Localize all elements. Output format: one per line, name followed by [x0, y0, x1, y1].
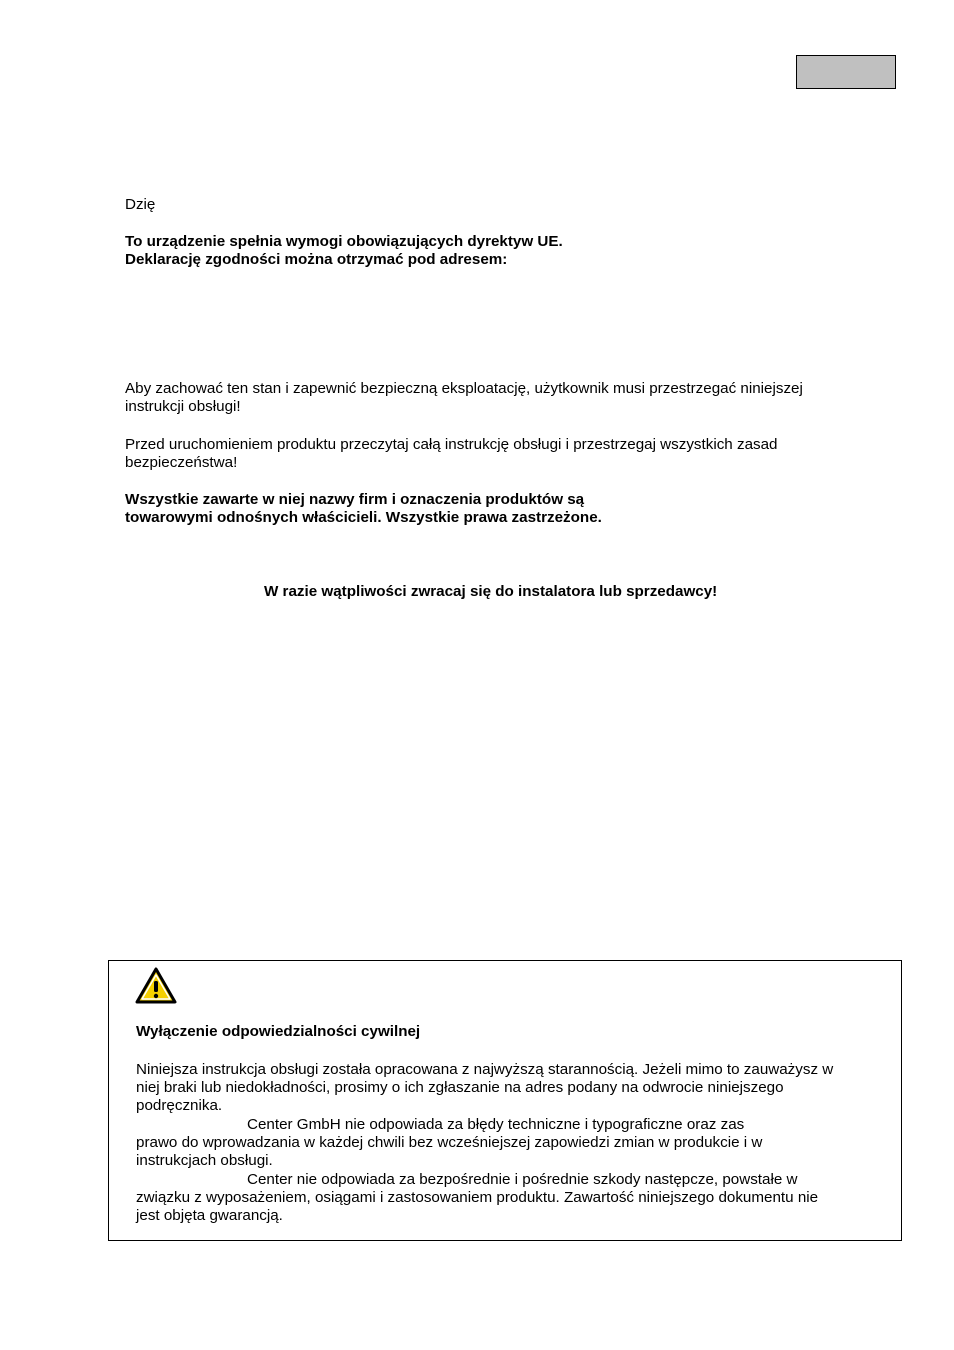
safety-paragraph-1-line-2: instrukcji obsługi! — [125, 398, 241, 415]
disclaimer-line: jest objęta gwarancją. — [136, 1207, 283, 1224]
disclaimer-line: związku z wyposażeniem, osiągami i zastosowaniem produktu. Zawartość niniejszego dokumentu nie — [136, 1189, 819, 1206]
trademarks-line-2: towarowymi odnośnych właścicieli. Wszystkie prawa zastrzeżone. — [125, 509, 602, 526]
disclaimer-line: Center GmbH nie odpowiada za błędy techniczne i typograficzne oraz zas — [247, 1116, 745, 1133]
safety-paragraph-1-line-1: Aby zachować ten stan i zapewnić bezpieczną eksploatację, użytkownik musi przestrzegać niniejszej — [125, 380, 803, 397]
safety-paragraph-2-line-2: bezpieczeństwa! — [125, 454, 238, 471]
warning-icon — [134, 966, 178, 1006]
trademarks-line-1: Wszystkie zawarte w niej nazwy firm i oznaczenia produktów są — [125, 491, 585, 508]
intro-greeting: Dzię — [125, 196, 156, 213]
disclaimer-line: podręcznika. — [136, 1097, 223, 1114]
disclaimer-line: prawo do wprowadzania w każdej chwili bez wcześniejszej zapowiedzi zmian w produkcie i w — [136, 1134, 763, 1151]
contact-note: W razie wątpliwości zwracaj się do instalatora lub sprzedawcy! — [264, 583, 718, 600]
language-tab-box — [796, 55, 896, 89]
disclaimer-line: instrukcjach obsługi. — [136, 1152, 273, 1169]
disclaimer-line: Niniejsza instrukcja obsługi została opracowana z najwyższą starannością. Jeżeli mimo to zauważysz w — [136, 1061, 834, 1078]
conformity-line-1: To urządzenie spełnia wymogi obowiązujących dyrektyw UE. — [125, 233, 563, 250]
disclaimer-line: Center nie odpowiada za bezpośrednie i pośrednie szkody następcze, powstałe w — [247, 1171, 798, 1188]
conformity-line-2: Deklarację zgodności można otrzymać pod adresem: — [125, 251, 508, 268]
safety-paragraph-2-line-1: Przed uruchomieniem produktu przeczytaj całą instrukcję obsługi i przestrzegaj wszystkich zasad — [125, 436, 778, 453]
disclaimer-heading: Wyłączenie odpowiedzialności cywilnej — [136, 1023, 421, 1040]
disclaimer-line: niej braki lub niedokładności, prosimy o ich zgłaszanie na adres podany na odwrocie niniejszego — [136, 1079, 784, 1096]
